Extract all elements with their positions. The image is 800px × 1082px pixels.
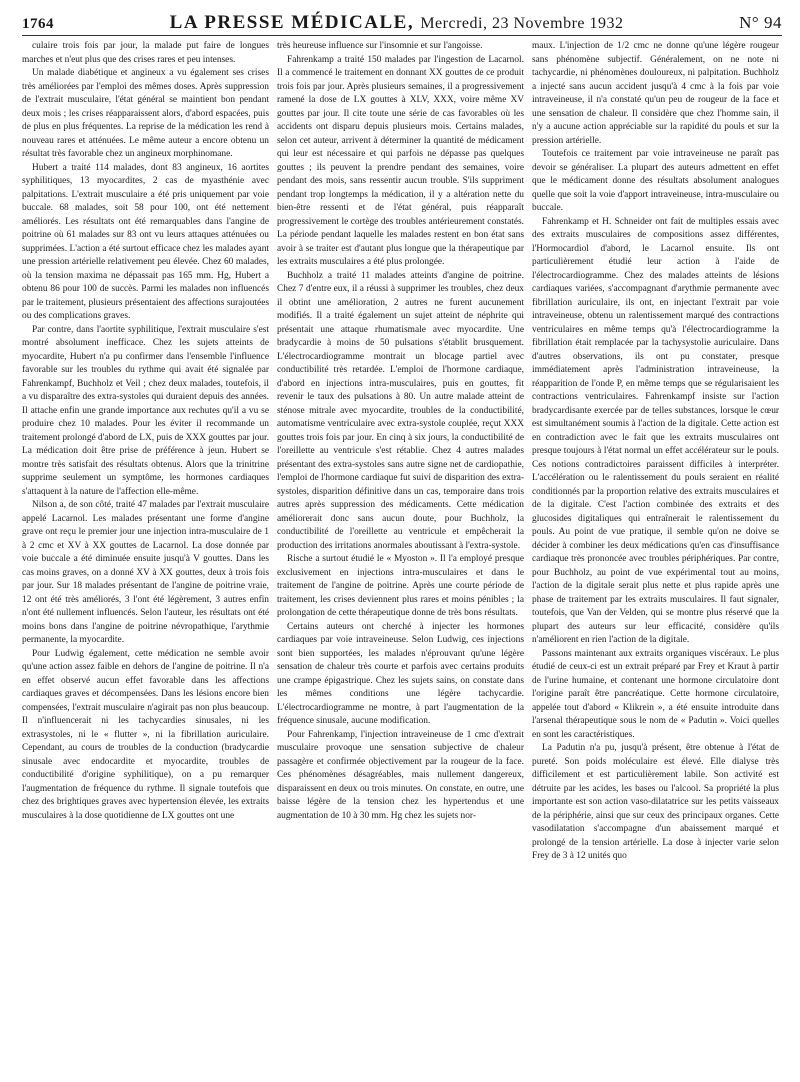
text-column-3 — [532, 40, 779, 864]
text-column-1 — [22, 40, 269, 864]
paragraph: Buchholz a traité 11 malades atteints d'angine de poitrine. Chez 7 d'entre eux, il a réussi à supprimer les troubles, chez deux il obtint une amélioration, 2 autres ne furent aucunement modifiés. Il a traité également un sujet atteint de néphrite qui présentait une attaque rhumatismale avec myocardite. Une bradycardie à moins de 50 pulsations s'établit brusquement. L'électrocardiogramme montrait un blocage partiel avec conductibilité très retardée. L'emploi de l'hormone cardiaque, d'abord en injections intra-musculaires, puis en gouttes, fit revenir le taux des pulsations à 80. Un autre malade atteint de sténose mitrale avec myocardite, troubles de la conductibilité, automatisme ventriculaire avec extra-systole couplée, reçut XXX gouttes trois fois par jour. En cinq à six jours, la conductibilité de l'oreillette au ventricule s'est rétablie. Chez 4 autres malades présentant des extra-systoles sans autre signe net de cardiopathie, l'emploi de l'hormone cardiaque fut suivi de disparition des extra-systoles, disparition définitive dans un cas, temporaire dans trois autres après suppression des médicaments. Cette médication améliorerait donc sans aucun doute, pour Buchholz, la conductibilité de l'oreillette au ventricule et empêcherait la production des irritations anormales aboutissant à l'extra-systole. — [277, 270, 524, 551]
paragraph: Hubert a traité 114 malades, dont 83 angineux, 16 aortites syphilitiques, 13 myocardites, 2 cas de myasthénie avec palpitations. L'extrait musculaire a été pris uniquement par voie buccale. 68 malades, soit 58 pour 100, ont été nettement améliorés. Les résultats ont été remarquables dans l'angine de poitrine où 61 malades sur 83 ont vu leurs attaques atténuées ou supprimées. L'action a été surtout efficace chez les malades ayant une pression artérielle relativement peu élevée. Chez 60 malades, où la tension maxima ne dépassait pas 165 mm. Hg, Hubert a obtenu 86 pour 100 de succès. Parmi les malades non influencés par le traitement, plusieurs présentaient des affections surajoutées ou des complications graves. — [22, 162, 269, 321]
paragraph: Certains auteurs ont cherché à injecter les hormones cardiaques par voie intraveineuse. Selon Ludwig, ces injections sont bien supportées, les malades n'éprouvant qu'une légère sensation de chaleur très courte et parfois avec certains produits une crampe épigastrique. Chez les sujets sains, on constate dans les mêmes conditions une légère tachycardie. L'électrocardiogramme ne montre, à part l'augmentation de la fréquence sinusale, aucune modification. — [277, 621, 524, 726]
paragraph: Pour Ludwig également, cette médication ne semble avoir qu'une action assez faible en dehors de l'angine de poitrine. Il n'a en effet observé aucun effet favorable dans les affections cardiaques graves et décompensées. Dans les lésions encore bien compensées, l'extrait musculaire n'agirait pas non plus beaucoup. Il n'influencerait ni les tachycardies sinusales, ni les extrasystoles, ni le « flutter », ni la fibrillation auriculaire. Cependant, au cours de troubles de la conduction (bradycardie sinusale avec endocardite et myocardite, troubles de conductibilité d'origine syphilitique), on a pu remarquer l'augmentation de fréquence du rythme. Il signale toutefois que chez des brightiques graves avec hypertension élevée, les extraits musculaires à la dose quotidienne de LX gouttes ont une — [22, 648, 269, 821]
paragraph: La Padutin n'a pu, jusqu'à présent, être obtenue à l'état de pureté. Son poids moléculaire est élevé. Elle dialyse très difficilement et est particulièrement labile. Son activité est détruite par les acides, les bases ou l'alcool. Sa propriété la plus importante est son action vaso-dilatatrice sur les petits vaisseaux de la périphérie, ainsi que sur ceux des principaux organes. Cette vasodilatation s'accompagne d'un abaissement marqué et prolongé de la tension artérielle. La dose à injecter varie selon Frey de 3 à 12 unités quo — [532, 743, 779, 861]
issue-number: N° 94 — [739, 13, 782, 32]
paragraph: Passons maintenant aux extraits organiques viscéraux. Le plus étudié de ceux-ci est un extrait préparé par Frey et Kraut à partir de l'urine humaine, et contenant une hormone circulatoire dont l'origine paraît être pancréatique. Cette hormone circulatoire, appelée tout d'abord « Klikrein », a été ensuite introduite dans l'arsenal thérapeutique sous le nom de « Padutin ». Voici quelles en sont les caractéristiques. — [532, 648, 779, 740]
text-columns — [22, 36, 782, 864]
journal-name: LA PRESSE MÉDICALE, — [169, 12, 415, 33]
paragraph: maux. L'injection de 1/2 cmc ne donne qu'une légère rougeur sans phénomène subjectif. Généralement, on ne note ni tachycardie, ni phénomènes douloureux, ni palpitation. Buchholz a injecté sans aucun accident jusqu'à 4 cmc à la fois par voie intraveineuse, il n'a constaté qu'un peu de rougeur de la face et une sensation de chaleur. Il considère que chez l'homme sain, il n'y a aucune action appréciable sur la rapidité du pouls et sur la pression artérielle. — [532, 41, 779, 146]
paragraph: Rische a surtout étudié le « Myoston ». Il l'a employé presque exclusivement en injections intra-musculaires et dans le traitement de l'angine de poitrine. Après une courte période de traitement, les crises deviennent plus rares et moins pénibles ; la prolongation de cette thérapeutique donne de très bons résultats. — [277, 554, 524, 618]
paragraph: Fahrenkamp et H. Schneider ont fait de multiples essais avec des extraits musculaires de compositions assez différentes, l'Hormocardiol d'abord, le Lacarnol ensuite. Ils ont particulièrement étudié leur action à l'aide de l'électrocardiogramme. Chez des malades atteints de lésions cardiaques variées, s'accompagnant d'arythmie permanente avec fibrillation auriculaire, ils ont, en injectant l'extrait par voie intraveineuse, obtenu un ralentissement marqué des contractions ventriculaires en même temps qu'à l'électrocardiogramme la fibrillation était remplacée par la tachysystolie auriculaire. Dans d'autres observations, ils ont pu constater, presque immédiatement après l'administration intraveineuse, la réapparition de l'onde P, en même temps que se régularisaient les contractions ventriculaires. Fahrenkampf insiste sur l'action bradycardisante exercée par de telles substances, lorsque le cœur est simultanément soumis à l'action de la digitale. Cette action est en contradiction avec le fait que les extraits musculaires ont presque toujours à l'état normal un effet accélérateur sur le pouls. Ces notions contradictoires paraissent difficiles à interpréter. L'accélération ou le ralentissement du pouls seraient en réalité conditionnés par la proportion relative des extraits musculaires et de la digitale. C'est l'action combinée des extraits et des glucosides digitaliques qui entraînerait le ralentissement du pouls. Au point de vue pratique, il semble qu'on ne doive se décider à combiner les deux médications qu'en cas d'insuffisance cardiaque très prononcée avec troubles périphériques. Par contre, pour Buchholz, au point de vue expérimental tout au moins, l'action de la digitale serait plus nette et plus rapide après une phase de traitement par les extraits musculaires. Il faut signaler, toutefois, que Van der Velden, qui se montre plus réservé que la plupart des auteurs sur leur efficacité, considère qu'ils n'améliorent en rien l'action de la digitale. — [532, 216, 779, 645]
page-number: 1764 — [22, 16, 54, 32]
paragraph: Un malade diabétique et angineux a vu également ses crises très améliorées par l'emploi des mêmes doses. Après suppression de l'extrait musculaire, l'état général se maintient bon pendant deux mois ; les crises réapparaissent alors, d'abord espacées, puis de plus en plus fréquentes. La reprise de la médication les rend à nouveau rares et atténuées. Le même auteur a encore obtenu un résultat très favorable chez un angineux morphinomane. — [22, 68, 269, 159]
journal-title-line — [170, 12, 624, 34]
text-column-2 — [277, 40, 524, 864]
paragraph: Toutefois ce traitement par voie intraveineuse ne paraît pas devoir se généraliser. La plupart des auteurs admettent en effet que le médicament donne des résultats absolument analogues quelle que soit la voie d'apport intraveineuse, intra-musculaire ou buccale. — [532, 149, 779, 213]
paragraph: très heureuse influence sur l'insomnie et sur l'angoisse. — [277, 41, 483, 51]
page-header — [22, 0, 782, 36]
paragraph: Fahrenkamp a traité 150 malades par l'ingestion de Lacarnol. Il a commencé le traitement en donnant XX gouttes de ce produit trois fois par jour. Après plusieurs semaines, il a progressivement ramené la dose de LX gouttes à XLV, XXX, voire même XV gouttes par jour. Il cite toute une série de cas favorables où les accidents ont disparu depuis plusieurs mois. Certains malades, selon cet auteur, arrivent à déterminer la quantité de médicament qui leur est nécessaire et qui parfois ne dépasse pas quelques gouttes ; ils peuvent la prendre pendant des semaines, voire pendant des mois, sans ressentir aucun trouble. S'ils suppriment pendant trop longtemps la médication, il y a altération nette du bien-être ressenti et de l'état général, puis réapparaît progressivement le cortège des troubles antérieurement constatés. La période pendant laquelle les malades restent en bon état sans avoir à se traiter est d'autant plus longue que la thérapeutique par les extraits musculaires a été plus prolongée. — [277, 54, 524, 267]
paragraph: Pour Fahrenkamp, l'injection intraveineuse de 1 cmc d'extrait musculaire provoque une sensation subjective de chaleur passagère et confirmée objectivement par la rougeur de la face. Ces phénomènes désagréables, mais nullement dangereux, disparaissent en deux ou trois minutes. On constate, en outre, une baisse légère de la tension chez les hypertendus et une augmentation de 10 à 30 mm. Hg chez les sujets nor- — [277, 729, 524, 821]
paragraph: Par contre, dans l'aortite syphilitique, l'extrait musculaire s'est montré absolument inefficace. Chez les sujets atteints de myocardite, Hubert n'a pu confirmer dans l'ensemble l'influence favorable sur les troubles du rythme qui avait été signalée par Fahrenkampf, Buchholz et Veil ; chez deux malades, toutefois, il a vu disparaître des extra-systoles qui duraient depuis des années. Il attache enfin une grande importance aux rechutes qu'il a vu se produire chez 10 malades. Pour les éviter il recommande un traitement prolongé d'abord de LX, puis de XXX gouttes par jour. La médication doit être prise de préférence à jeun. Hubert se montre très satisfait des résultats obtenus. Alors que la trinitrine supprime seulement un symptôme, les hormones cardiaques s'attaquent à la nature de l'affection elle-même. — [22, 324, 269, 497]
paragraph: Nilson a, de son côté, traité 47 malades par l'extrait musculaire appelé Lacarnol. Les malades présentant une forme d'angine grave ont reçu le premier jour une injection intra-musculaire de 1 à 2 cmc et XV à XX gouttes de Lacarnol. La dose donnée par voie buccale a été diminuée ensuite jusqu'à V gouttes. Dans les cas moins graves, on a donné XV à XX gouttes, deux à trois fois par jour. Sur 18 malades présentant de l'angine de poitrine vraie, 12 ont été très améliorés, 3 l'ont été légèrement, 3 autres enfin n'ont été nullement influencés. Selon l'auteur, les résultats ont été moins bons dans l'angine de poitrine névropathique, l'arythmie permanente, la myocardite. — [22, 500, 269, 645]
issue-date: Mercredi, 23 Novembre 1932 — [420, 15, 624, 32]
paragraph: culaire trois fois par jour, la malade put faire de longues marches et n'eut plus que des crises rares et peu intenses. — [22, 41, 269, 65]
